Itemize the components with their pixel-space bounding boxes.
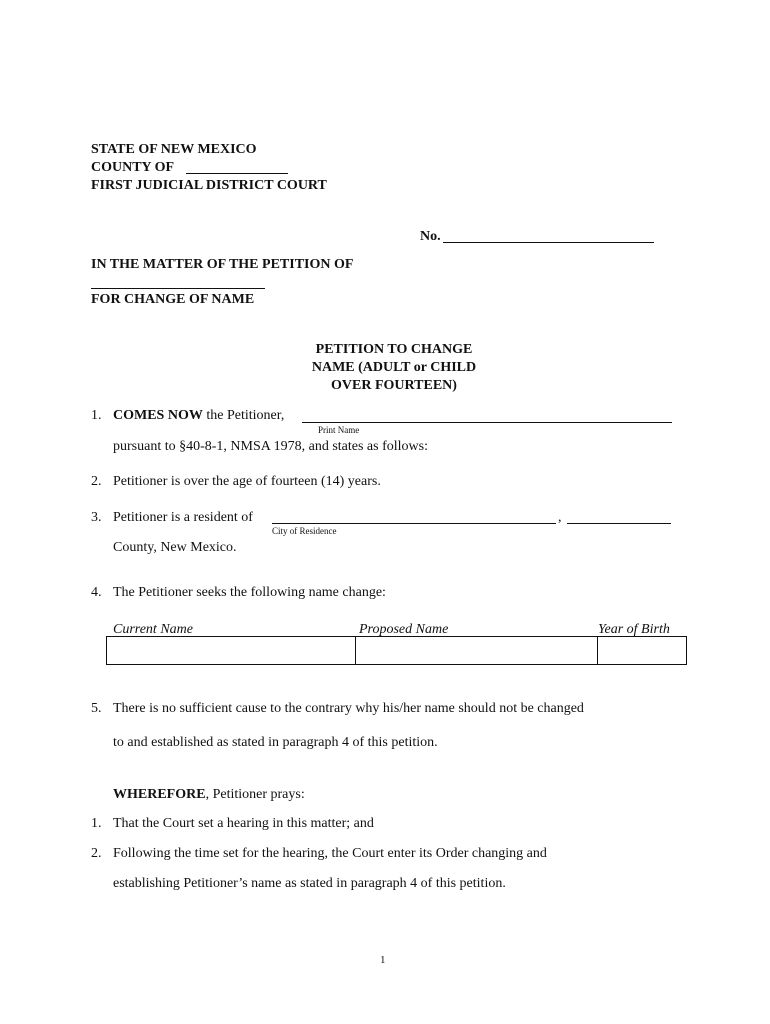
- p4-text: The Petitioner seeks the following name change:: [113, 585, 386, 600]
- prayer-2-number: 2.: [91, 846, 102, 861]
- table-row: [107, 637, 687, 665]
- city-blank[interactable]: [272, 523, 556, 524]
- prayer-2-text: Following the time set for the hearing, the Court enter its Order changing and: [113, 846, 547, 861]
- p3-number: 3.: [91, 510, 102, 525]
- wherefore-line: [113, 786, 305, 804]
- city-caption: City of Residence: [272, 526, 337, 536]
- county-blank[interactable]: [186, 173, 288, 174]
- p1-rest: the Petitioner,: [202, 408, 285, 423]
- court-heading: FIRST JUDICIAL DISTRICT COURT: [91, 178, 327, 193]
- p3-text: Petitioner is a resident of: [113, 510, 253, 525]
- p3-continuation: County, New Mexico.: [113, 540, 237, 555]
- page-number: 1: [380, 954, 386, 966]
- header-year-of-birth: Year of Birth: [598, 622, 670, 637]
- county-heading: COUNTY OF: [91, 160, 175, 175]
- header-current-name: Current Name: [113, 622, 193, 637]
- p1-number: 1.: [91, 408, 102, 423]
- print-name-blank[interactable]: [302, 422, 672, 423]
- p5-text: There is no sufficient cause to the contrary why his/her name should not be changed: [113, 701, 584, 716]
- print-name-caption: Print Name: [318, 425, 360, 435]
- prayer-1-number: 1.: [91, 816, 102, 831]
- prayer-2-continuation: establishing Petitioner’s name as stated in paragraph 4 of this petition.: [113, 876, 506, 891]
- p5-continuation: to and established as stated in paragraph 4 of this petition.: [113, 735, 438, 750]
- state-heading: STATE OF NEW MEXICO: [91, 142, 257, 157]
- case-number-label: No.: [420, 229, 441, 244]
- county-residence-blank[interactable]: [567, 523, 671, 524]
- p1-continuation: pursuant to §40-8-1, NMSA 1978, and states as follows:: [113, 439, 428, 454]
- year-of-birth-cell[interactable]: [598, 637, 687, 665]
- p4-number: 4.: [91, 585, 102, 600]
- petitioner-name-blank[interactable]: [91, 288, 265, 289]
- current-name-cell[interactable]: [107, 637, 356, 665]
- p2-number: 2.: [91, 474, 102, 489]
- wherefore-bold: WHEREFORE: [113, 787, 206, 802]
- name-change-table: [106, 636, 687, 665]
- p3-comma: ,: [558, 510, 562, 525]
- title-line-1: PETITION TO CHANGE: [315, 342, 473, 357]
- matter-line: IN THE MATTER OF THE PETITION OF: [91, 257, 354, 272]
- case-number-blank[interactable]: [443, 242, 654, 243]
- p2-text: Petitioner is over the age of fourteen (14) years.: [113, 474, 381, 489]
- p1-bold: COMES NOW: [113, 408, 203, 423]
- prayer-1-text: That the Court set a hearing in this matter; and: [113, 816, 374, 831]
- header-proposed-name: Proposed Name: [359, 622, 449, 637]
- p1-text: [113, 407, 284, 425]
- p5-number: 5.: [91, 701, 102, 716]
- title-line-3: OVER FOURTEEN): [331, 378, 457, 393]
- proposed-name-cell[interactable]: [356, 637, 598, 665]
- title-line-2: NAME (ADULT or CHILD: [311, 360, 477, 375]
- wherefore-rest: , Petitioner prays:: [205, 787, 305, 802]
- change-of-name-line: FOR CHANGE OF NAME: [91, 292, 255, 307]
